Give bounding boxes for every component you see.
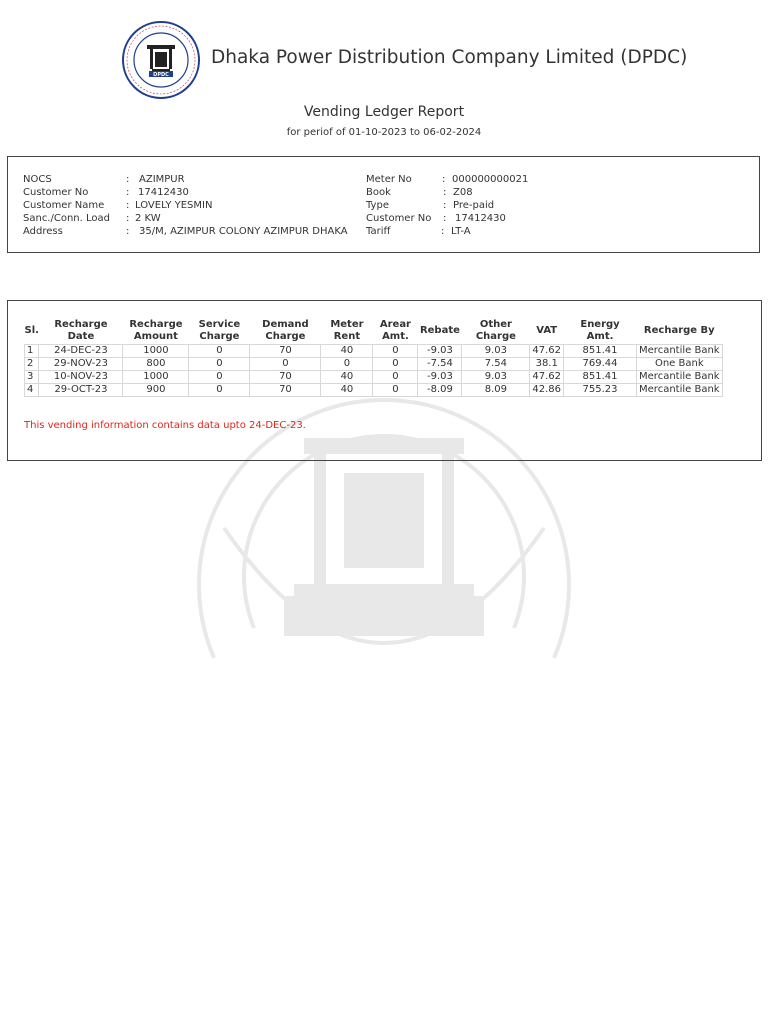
info-label: Meter No [366, 174, 412, 185]
col-header: VAT [536, 325, 558, 336]
info-value: Pre-paid [453, 200, 495, 211]
report-title: Vending Ledger Report [303, 104, 465, 120]
data-note: This vending information contains data upto 24-DEC-23. [24, 420, 306, 431]
report-period: for periof of 01-10-2023 to 06-02-2024 [286, 127, 482, 138]
info-label: Customer Name [23, 200, 105, 211]
col-header: Recharge Amount [129, 319, 183, 342]
info-value: Z08 [453, 187, 473, 198]
info-value: 17412430 [138, 187, 189, 198]
info-value: AZIMPUR [139, 174, 185, 185]
table-header-row [25, 318, 723, 345]
info-value: 2 KW [135, 213, 161, 224]
col-header: Meter Rent [330, 319, 364, 342]
col-header: Demand Charge [262, 319, 309, 342]
ledger-box [7, 300, 762, 461]
dpdc-logo [121, 20, 201, 100]
info-label: Sanc./Conn. Load [23, 213, 110, 224]
info-label: NOCS [23, 174, 52, 185]
table-row: 3 10-NOV-23 1000 0 70 40 0 -9.03 9.03 47.62 851.41 Mercantile Bank [25, 371, 723, 384]
ledger-table [24, 318, 723, 397]
info-label: Book [366, 187, 391, 198]
info-label: Customer No [23, 187, 89, 198]
info-label: Customer No [366, 213, 432, 224]
info-value: LOVELY YESMIN [135, 200, 213, 211]
customer-info-box: NOCS : AZIMPUR Customer No : 17412430 Customer Name : LOVELY YESMIN Sanc./Conn. Load : 2 KW Address : 35/M, AZIMPUR COLONY AZIMPUR DHAKA Meter No : 000000000021 Book : Z08 Type : Pre-paid Customer No : 17412430 Tariff : LT-A [7, 156, 760, 253]
company-name: Dhaka Power Distribution Company Limited (DPDC) [211, 47, 688, 68]
info-value: LT-A [451, 226, 471, 237]
info-label: Tariff [366, 226, 391, 237]
table-row: 4 29-OCT-23 900 0 70 40 0 -8.09 8.09 42.86 755.23 Mercantile Bank [25, 384, 723, 397]
logo-text: DPDC [153, 72, 169, 78]
info-value: 35/M, AZIMPUR COLONY AZIMPUR DHAKA [139, 226, 348, 237]
table-row: 1 24-DEC-23 1000 0 70 40 0 -9.03 9.03 47.62 851.41 Mercantile Bank [25, 345, 723, 358]
table-row: 2 29-NOV-23 800 0 0 0 0 -7.54 7.54 38.1 769.44 One Bank [25, 358, 723, 371]
info-value: 000000000021 [452, 174, 529, 185]
col-header: Rebate [419, 325, 460, 336]
info-label: Address [23, 226, 63, 237]
col-header: Recharge Date [54, 319, 108, 342]
col-header: Service Charge [198, 319, 241, 342]
col-header: Recharge By [643, 325, 715, 336]
col-header: Arear Amt. [379, 319, 411, 342]
col-header: Energy Amt. [580, 319, 620, 342]
info-label: Type [366, 200, 389, 211]
info-value: 17412430 [455, 213, 506, 224]
col-header: Other Charge [475, 319, 516, 342]
col-header: Sl. [24, 325, 39, 336]
